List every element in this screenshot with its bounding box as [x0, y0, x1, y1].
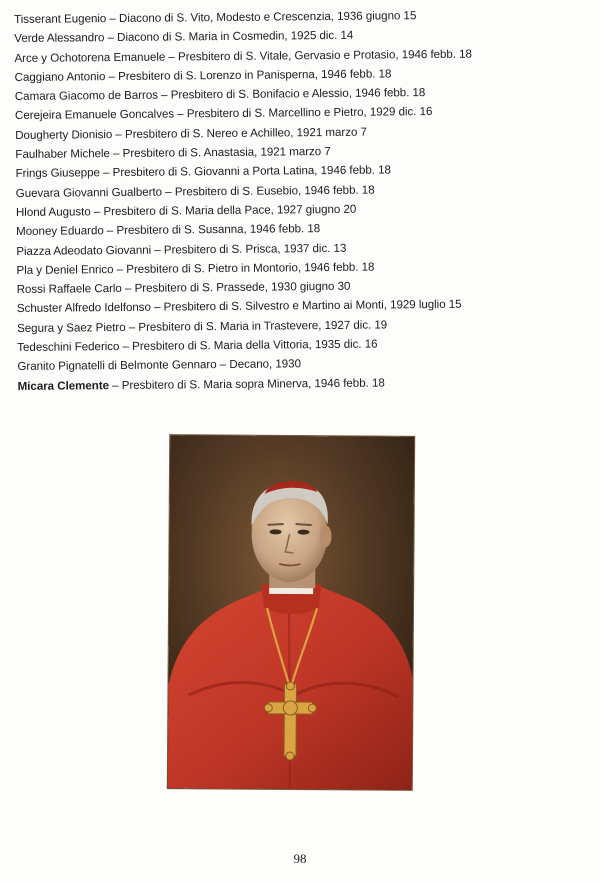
cardinal-title: – Presbitero di S. Eusebio, 1946 febb. 18: [161, 183, 375, 199]
cardinal-title: – Presbitero di S. Anastasia, 1921 marzo 7: [109, 145, 331, 161]
cardinal-name: Arce y Ochotorena Emanuele: [14, 50, 166, 65]
cardinal-name: Pla y Deniel Enrico: [16, 262, 114, 277]
cardinal-name: Guevara Giovanni Gualberto: [15, 185, 163, 200]
cardinal-name: Tisserant Eugenio: [14, 12, 107, 26]
cardinal-title: – Diacono di S. Vito, Modesto e Crescenzia, 1936 giugno 15: [106, 9, 417, 26]
cardinal-title: – Presbitero di S. Maria della Vittoria, 1935 dic. 16: [119, 337, 378, 354]
cardinal-name: Dougherty Dionisio: [15, 127, 113, 142]
cardinal-title: – Presbitero di S. Silvestro e Martino ai Monti, 1929 luglio 15: [150, 298, 462, 315]
cardinal-name: Tedeschini Federico: [17, 340, 120, 355]
cardinal-name: Schuster Alfredo Idelfonso: [16, 301, 151, 316]
page-number: 98: [293, 851, 307, 866]
cardinal-title: – Presbitero di S. Susanna, 1946 febb. 18: [103, 222, 321, 238]
cardinal-name: Granito Pignatelli di Belmonte Gennaro: [17, 358, 217, 374]
cardinal-name: Rossi Raffaele Carlo: [16, 282, 122, 297]
cardinal-title: – Presbitero di S. Prassede, 1930 giugno 30: [121, 279, 351, 296]
cardinal-title: – Diacono di S. Maria in Cosmedin, 1925 dic. 14: [104, 29, 354, 45]
cardinal-name: Frings Giuseppe: [15, 166, 100, 181]
cardinal-title: – Presbitero di S. Maria in Trastevere, 1927 dic. 19: [125, 318, 388, 334]
cardinal-title: – Presbitero di S. Nereo e Achilleo, 1921 marzo 7: [112, 125, 367, 141]
cardinal-title: – Decano, 1930: [216, 357, 302, 372]
cardinal-title: – Presbitero di S. Lorenzo in Panisperna, 1946 febb. 18: [105, 67, 392, 84]
cardinal-title: – Presbitero di S. Vitale, Gervasio e Protasio, 1946 febb. 18: [165, 47, 472, 64]
cardinals-list: [14, 5, 588, 396]
portrait-painting: [168, 435, 414, 790]
cardinal-name: Cerejeira Emanuele Goncalves: [14, 107, 175, 123]
cardinal-title: – Presbitero di S. Maria della Pace, 1927 giugno 20: [90, 202, 357, 219]
cardinal-portrait-image: [168, 435, 414, 790]
cardinal-name: Verde Alessandro: [14, 31, 105, 46]
cardinal-name: Mooney Eduardo: [16, 224, 104, 239]
cardinal-title: – Presbitero di S. Giovanni a Porta Latina, 1946 febb. 18: [99, 163, 391, 180]
cardinal-title: – Presbitero di S. Marcellino e Pietro, 1929 dic. 16: [174, 105, 433, 121]
cardinal-title: – Presbitero di S. Bonifacio e Alessio, 1946 febb. 18: [157, 86, 426, 102]
cardinal-name: Piazza Adeodato Giovanni: [16, 243, 152, 258]
cardinal-name: Camara Giacomo de Barros: [14, 88, 159, 104]
cardinal-name: Faulhaber Michele: [15, 147, 110, 162]
cardinal-name: Segura y Saez Pietro: [16, 320, 126, 335]
cardinal-name: Hlond Augusto: [15, 205, 91, 219]
cardinal-title: – Presbitero di S. Pietro in Montorio, 1946 febb. 18: [113, 260, 375, 276]
cardinal-title: – Presbitero di S. Prisca, 1937 dic. 13: [151, 241, 347, 257]
cardinal-name: Caggiano Antonio: [14, 70, 106, 84]
cardinal-title: – Presbitero di S. Maria sopra Minerva, 1946 febb. 18: [108, 376, 385, 392]
cardinal-name: Micara Clemente: [17, 378, 110, 393]
